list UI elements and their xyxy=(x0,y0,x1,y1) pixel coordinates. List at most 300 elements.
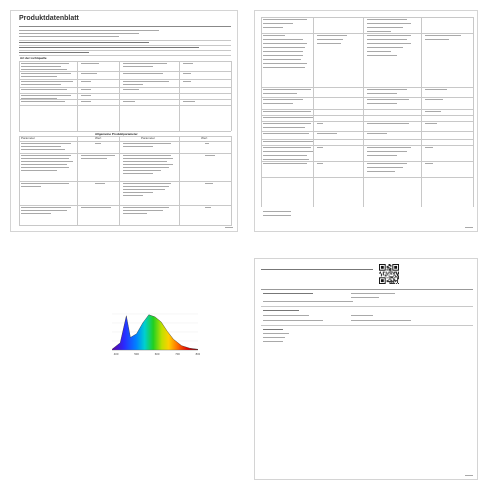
qr-module xyxy=(389,274,390,275)
qr-module xyxy=(397,275,398,276)
qr-module xyxy=(389,270,390,271)
table-cell-text xyxy=(367,89,407,90)
qr-module xyxy=(397,280,398,281)
table-cell-text xyxy=(263,89,311,90)
section-rule xyxy=(261,289,473,290)
qr-module xyxy=(391,276,392,277)
qr-module xyxy=(396,273,397,274)
qr-module xyxy=(398,276,399,277)
col-rule xyxy=(363,17,364,207)
qr-module xyxy=(388,268,389,269)
table-cell-text xyxy=(317,163,323,164)
qr-module xyxy=(387,274,388,275)
qr-module xyxy=(383,273,384,274)
qr-module xyxy=(389,269,390,270)
table-cell-text xyxy=(123,207,169,208)
spectrum-chart xyxy=(108,312,200,358)
row-rule xyxy=(19,225,231,226)
qr-module xyxy=(393,283,394,284)
table-cell-text xyxy=(123,164,173,165)
qr-module xyxy=(393,274,394,275)
table-cell-text xyxy=(425,111,441,112)
contact-web xyxy=(351,315,373,316)
table-cell-text xyxy=(123,84,143,85)
qr-module xyxy=(381,275,382,276)
table-cell-text xyxy=(367,31,391,32)
col-rule xyxy=(261,17,262,207)
eprel-link-cont[interactable] xyxy=(351,297,379,298)
page-number xyxy=(465,475,473,476)
table-cell-text xyxy=(263,47,305,48)
qr-module xyxy=(390,271,391,272)
table-cell-text xyxy=(21,158,69,159)
x-tick-label: 800 xyxy=(195,352,200,356)
qr-module xyxy=(389,272,390,273)
row-rule xyxy=(19,131,231,132)
contact-name xyxy=(263,315,309,316)
qr-module xyxy=(394,279,395,280)
datasheet-page-1 xyxy=(10,10,238,232)
spectrum-svg xyxy=(108,312,200,358)
table-cell-text xyxy=(367,23,411,24)
x-tick-label: 500 xyxy=(134,352,139,356)
qr-module xyxy=(395,281,396,282)
qr-module xyxy=(391,282,392,283)
col-rule xyxy=(421,17,422,207)
qr-module xyxy=(380,272,381,273)
qr-module xyxy=(386,275,387,276)
qr-module xyxy=(389,278,390,279)
table-cell-text xyxy=(367,123,409,124)
qr-module xyxy=(381,274,382,275)
table-cell-text xyxy=(263,99,303,100)
table-cell-text xyxy=(263,111,311,112)
table-cell-text xyxy=(81,95,91,96)
qr-module xyxy=(391,281,392,282)
table-cell-text xyxy=(263,141,313,142)
qr-module xyxy=(390,281,391,282)
qr-module xyxy=(397,279,398,280)
table-cell-text xyxy=(123,170,161,171)
qr-module xyxy=(393,275,394,276)
qr-module xyxy=(389,264,390,265)
qr-module xyxy=(387,281,388,282)
table-cell-text xyxy=(123,183,171,184)
qr-module xyxy=(398,274,399,275)
table-cell-text xyxy=(263,27,283,28)
datasheet-page-3 xyxy=(254,258,478,480)
supplier-address xyxy=(19,47,199,48)
qr-module xyxy=(387,267,388,268)
row-rule xyxy=(19,50,231,51)
table-cell-text xyxy=(367,103,397,104)
section-light-source: Art der Lichtquelle xyxy=(20,55,47,60)
qr-module xyxy=(389,281,390,282)
qr-module xyxy=(392,272,393,273)
datasheet-page-2 xyxy=(254,10,478,232)
qr-module xyxy=(389,265,390,266)
table-cell-text xyxy=(205,183,213,184)
page-number xyxy=(225,227,233,228)
table-cell-text xyxy=(263,19,307,20)
table-cell-text xyxy=(95,143,101,144)
table-cell-text xyxy=(123,101,135,102)
table-header-parameter-2: Parameter xyxy=(141,136,156,140)
qr-module xyxy=(381,279,384,282)
qr-module xyxy=(388,273,389,274)
x-tick-label: 700 xyxy=(175,352,180,356)
table-cell-text xyxy=(425,39,449,40)
qr-module xyxy=(387,269,388,270)
qr-module xyxy=(397,282,398,283)
qr-module xyxy=(392,281,393,282)
table-cell-text xyxy=(123,213,147,214)
col-rule xyxy=(473,17,474,207)
address-line xyxy=(263,341,283,342)
table-cell-text xyxy=(95,183,105,184)
qr-module xyxy=(386,272,387,273)
table-cell-text xyxy=(81,158,107,159)
table-cell-text xyxy=(367,151,407,152)
qr-module xyxy=(388,281,389,282)
qr-module xyxy=(396,274,397,275)
table-cell-text xyxy=(123,155,171,156)
table-cell-text xyxy=(123,66,153,67)
table-cell-text xyxy=(21,186,41,187)
table-cell-text xyxy=(263,35,285,36)
model-id xyxy=(19,52,89,53)
row-rule xyxy=(261,131,473,132)
qr-module xyxy=(391,274,392,275)
table-cell-text xyxy=(183,73,191,74)
table-cell-text xyxy=(123,81,169,82)
qr-module xyxy=(385,274,386,275)
table-cell-text xyxy=(21,73,71,74)
qr-module xyxy=(389,270,390,271)
table-cell-text xyxy=(263,39,303,40)
row-rule xyxy=(261,325,473,326)
footnote-2 xyxy=(263,215,291,216)
table-cell-text xyxy=(425,123,437,124)
qr-module xyxy=(390,270,391,271)
qr-module xyxy=(398,278,399,279)
qr-module xyxy=(397,274,398,275)
qr-module xyxy=(390,269,391,270)
table-header-value-2: Wert xyxy=(201,136,208,140)
row-rule xyxy=(261,177,473,178)
table-cell-text xyxy=(123,186,169,187)
table-cell-text xyxy=(317,123,323,124)
qr-module xyxy=(388,267,389,268)
supplier-name xyxy=(19,42,149,43)
table-cell-text xyxy=(263,23,293,24)
table-cell-text xyxy=(123,143,171,144)
table-cell-text xyxy=(263,59,301,60)
table-cell-text xyxy=(263,155,307,156)
qr-module xyxy=(396,280,397,281)
supplier-line xyxy=(263,301,353,302)
qr-module xyxy=(393,278,394,279)
qr-module xyxy=(394,280,395,281)
row-rule xyxy=(19,87,231,88)
table-cell-text xyxy=(21,95,71,96)
table-cell-text xyxy=(81,89,91,90)
row-rule xyxy=(19,79,231,80)
qr-module xyxy=(394,277,395,278)
table-cell-text xyxy=(21,143,71,144)
address-line xyxy=(263,337,285,338)
row-rule xyxy=(261,306,473,307)
table-cell-text xyxy=(367,39,407,40)
table-cell-text xyxy=(263,67,305,68)
eprel-label xyxy=(263,293,313,294)
eprel-link[interactable] xyxy=(351,293,395,294)
contact-label xyxy=(263,310,299,311)
row-rule xyxy=(261,115,473,116)
qr-module xyxy=(396,272,397,273)
qr-module xyxy=(396,276,397,277)
qr-module xyxy=(390,277,391,278)
qr-module xyxy=(381,266,384,269)
table-cell-text xyxy=(183,81,191,82)
table-cell-text xyxy=(21,98,57,99)
qr-module xyxy=(393,279,394,280)
table-cell-text xyxy=(123,195,143,196)
row-rule xyxy=(19,181,231,182)
qr-module xyxy=(397,274,398,275)
table-cell-text xyxy=(367,27,403,28)
qr-module xyxy=(388,280,389,281)
qr-module xyxy=(389,272,390,273)
qr-module xyxy=(392,276,393,277)
table-cell-text xyxy=(263,163,307,164)
qr-module xyxy=(387,277,388,278)
col-rule xyxy=(313,17,314,207)
qr-module xyxy=(389,267,390,268)
table-cell-text xyxy=(263,159,309,160)
col-rule xyxy=(231,61,232,131)
table-cell-text xyxy=(21,63,69,64)
qr-module xyxy=(390,268,391,269)
qr-module xyxy=(394,266,397,269)
table-cell-text xyxy=(263,123,311,124)
qr-module xyxy=(380,273,381,274)
col-rule xyxy=(231,136,232,226)
contact-email[interactable] xyxy=(263,320,323,321)
qr-module xyxy=(389,281,390,282)
row-rule xyxy=(19,136,231,137)
table-cell-text xyxy=(425,99,443,100)
row-rule xyxy=(19,71,231,72)
row-rule xyxy=(261,145,473,146)
qr-module xyxy=(387,266,388,267)
table-cell-text xyxy=(21,207,71,208)
qr-module xyxy=(390,283,391,284)
qr-module xyxy=(397,281,398,282)
table-cell-text xyxy=(123,173,153,174)
table-cell-text xyxy=(367,19,407,20)
qr-module xyxy=(391,283,392,284)
row-rule xyxy=(261,139,473,140)
qr-module xyxy=(398,273,399,274)
row-rule xyxy=(261,161,473,162)
table-cell-text xyxy=(367,35,411,36)
row-rule xyxy=(19,61,231,62)
table-cell-text xyxy=(367,51,391,52)
spectrum-area xyxy=(112,315,198,350)
qr-module xyxy=(383,274,384,275)
qr-module xyxy=(379,273,380,274)
table-cell-text xyxy=(21,164,67,165)
qr-module xyxy=(384,272,385,273)
row-rule xyxy=(261,109,473,110)
qr-module xyxy=(389,265,390,266)
table-cell-text xyxy=(317,35,347,36)
table-cell-text xyxy=(123,161,167,162)
qr-module xyxy=(398,277,399,278)
table-cell-text xyxy=(317,133,337,134)
table-cell-text xyxy=(425,147,433,148)
row-rule xyxy=(19,205,231,206)
table-cell-text xyxy=(21,213,51,214)
table-cell-text xyxy=(21,149,65,150)
table-cell-text xyxy=(367,147,411,148)
table-cell-text xyxy=(21,81,73,82)
table-header-parameter-1: Parameter xyxy=(21,136,36,140)
table-cell-text xyxy=(367,43,411,44)
table-cell-text xyxy=(123,167,169,168)
address-label xyxy=(263,329,283,330)
table-cell-text xyxy=(123,192,153,193)
qr-module xyxy=(390,276,391,277)
qr-module xyxy=(390,274,391,275)
row-rule xyxy=(19,55,231,56)
table-cell-text xyxy=(425,35,461,36)
qr-module xyxy=(396,283,397,284)
table-cell-text xyxy=(21,170,57,171)
qr-module xyxy=(389,282,390,283)
qr-module xyxy=(395,276,396,277)
table-cell-text xyxy=(317,147,323,148)
qr-module xyxy=(389,264,390,265)
table-cell-text xyxy=(81,63,99,64)
qr-module xyxy=(389,275,390,276)
table-cell-text xyxy=(367,133,387,134)
qr-module xyxy=(397,277,398,278)
table-cell-text xyxy=(263,51,303,52)
text-line xyxy=(19,30,159,31)
table-cell-text xyxy=(183,63,193,64)
table-cell-text xyxy=(21,210,67,211)
qr-module xyxy=(387,280,388,281)
table-header-value-1: Wert xyxy=(95,136,102,140)
qr-module xyxy=(393,281,394,282)
row-rule xyxy=(19,141,231,142)
row-rule xyxy=(19,153,231,154)
qr-module xyxy=(395,275,396,276)
title-rule xyxy=(19,26,231,27)
table-cell-text xyxy=(123,89,139,90)
table-cell-text xyxy=(21,167,69,168)
table-cell-text xyxy=(81,101,91,102)
table-cell-text xyxy=(367,47,403,48)
table-cell-text xyxy=(263,117,313,118)
table-cell-text xyxy=(123,189,165,190)
table-cell-text xyxy=(263,127,305,128)
qr-module xyxy=(388,266,389,267)
table-cell-text xyxy=(123,158,173,159)
table-cell-text xyxy=(425,89,447,90)
row-rule xyxy=(19,93,231,94)
contact-phone xyxy=(351,320,411,321)
table-cell-text xyxy=(123,146,153,147)
table-cell-text xyxy=(263,103,293,104)
table-cell-text xyxy=(21,69,67,70)
table-cell-text xyxy=(81,155,115,156)
table-cell-text xyxy=(425,163,433,164)
qr-module xyxy=(393,280,394,281)
qr-module xyxy=(391,277,392,278)
table-cell-text xyxy=(21,66,61,67)
table-cell-text xyxy=(367,171,395,172)
x-tick-label: 600 xyxy=(154,352,160,356)
qr-module xyxy=(392,283,393,284)
row-rule xyxy=(261,87,473,88)
qr-module xyxy=(390,273,391,274)
table-cell-text xyxy=(263,147,311,148)
table-cell-text xyxy=(21,89,67,90)
qr-code-icon[interactable] xyxy=(379,264,399,284)
text-line xyxy=(19,36,119,37)
section-product-params: Allgemeine Produktparameter xyxy=(95,131,138,136)
qr-module xyxy=(389,283,390,284)
table-cell-text xyxy=(21,76,57,77)
table-cell-text xyxy=(317,43,341,44)
header-text xyxy=(261,269,373,270)
qr-module xyxy=(383,274,384,275)
table-cell-text xyxy=(123,63,167,64)
address-line xyxy=(263,333,289,334)
qr-module xyxy=(398,272,399,273)
table-cell-text xyxy=(367,93,397,94)
page-title: Produktdatenblatt xyxy=(19,15,79,22)
qr-module xyxy=(389,279,390,280)
row-rule xyxy=(261,121,473,122)
table-cell-text xyxy=(81,73,97,74)
qr-module xyxy=(394,274,395,275)
qr-module xyxy=(381,274,382,275)
table-cell-text xyxy=(317,39,343,40)
qr-module xyxy=(397,278,398,279)
table-cell-text xyxy=(81,207,111,208)
row-rule xyxy=(19,40,231,41)
qr-module xyxy=(390,279,391,280)
table-cell-text xyxy=(21,161,73,162)
row-rule xyxy=(261,97,473,98)
qr-module xyxy=(391,280,392,281)
page-number xyxy=(465,227,473,228)
table-cell-text xyxy=(123,73,163,74)
qr-module xyxy=(393,273,394,274)
text-line xyxy=(19,33,139,34)
qr-module xyxy=(393,282,394,283)
table-cell-text xyxy=(21,146,61,147)
row-rule xyxy=(261,17,473,18)
table-cell-text xyxy=(367,99,409,100)
qr-module xyxy=(389,276,390,277)
qr-module xyxy=(394,273,395,274)
table-cell-text xyxy=(367,55,397,56)
